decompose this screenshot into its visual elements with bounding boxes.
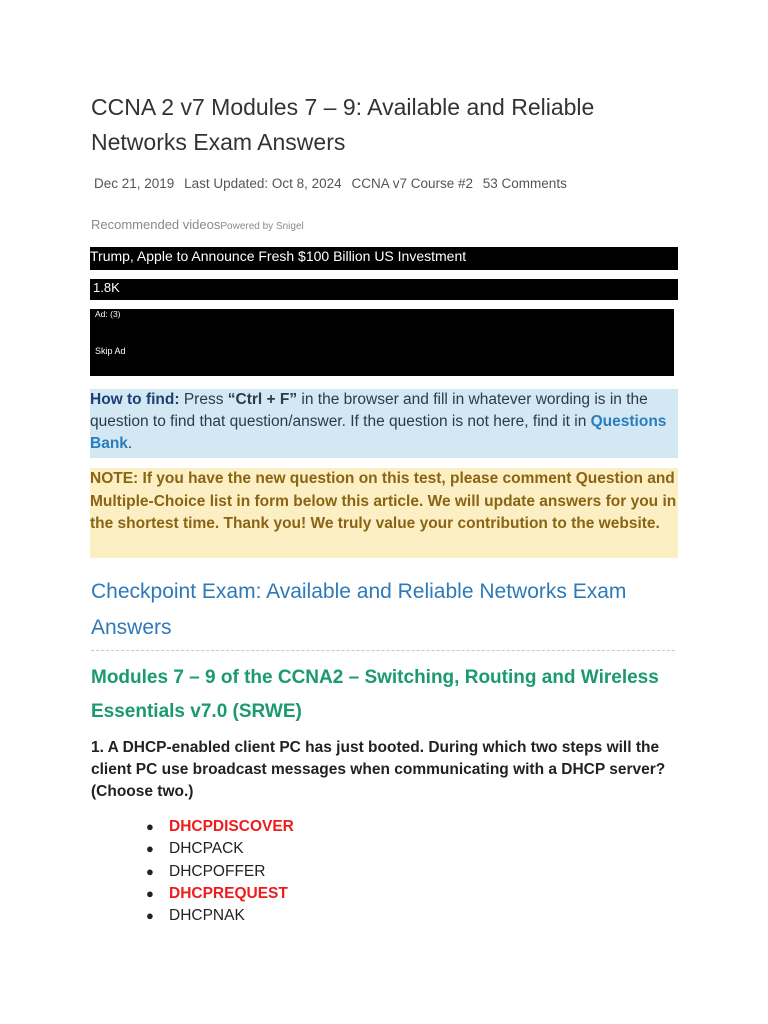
note-box: NOTE: If you have the new question on this test, please comment Question and Multiple-Choice list in form below this article. We will update answers for you in the shortest time. Thank you! We truly value your contribution to the website. [90,468,678,558]
bullet-icon: ● [146,863,154,879]
article-title: CCNA 2 v7 Modules 7 – 9: Available and Reliable Networks Exam Answers [91,94,595,155]
answer-label: DHCPACK [169,840,244,858]
video-views-bar [90,279,678,300]
how-to-press: Press [179,391,228,408]
question-text: 1. A DHCP-enabled client PC has just booted. During which two steps will the client PC use broadcast messages when communicating with a DHCP server? (Choose two.) [91,739,666,800]
recommended-videos-header [91,217,304,232]
section-subheading: Modules 7 – 9 of the CCNA2 – Switching, Routing and Wireless Essentials v7.0 (SRWE) [91,667,659,722]
bullet-icon: ● [146,885,154,901]
how-to-find-lead: How to find: [90,391,180,408]
answer-option [146,883,294,905]
how-to-end: . [127,435,133,452]
section-divider [91,650,675,651]
answer-option [146,861,294,883]
article-meta [94,176,573,191]
questions-bank-link[interactable]: Questions Bank [90,413,667,452]
ad-counter: Ad: (3) [95,309,121,319]
how-to-rest: in the browser and fill in whatever wording is in the question to find that question/answer. If the question is not here, find it in [90,391,648,430]
bullet-icon: ● [146,841,154,857]
video-views: 1.8K [93,280,120,295]
recommended-label: Recommended videos [91,217,221,232]
video-headline-bar[interactable] [90,247,678,270]
how-to-find-box [90,389,678,458]
answer-label: DHCPOFFER [169,862,266,880]
answer-option [146,838,294,860]
answer-list [146,816,294,927]
answer-label: DHCPREQUEST [169,884,288,902]
bullet-icon: ● [146,819,154,834]
post-date: Dec 21, 2019 [94,176,175,191]
last-updated: Last Updated: Oct 8, 2024 [184,176,342,191]
video-headline[interactable]: Trump, Apple to Announce Fresh $100 Billion US Investment [90,248,467,264]
video-player[interactable] [90,309,674,376]
section-heading: Checkpoint Exam: Available and Reliable Networks Exam Answers [91,580,627,639]
answer-label: DHCPNAK [169,907,245,925]
bullet-icon: ● [146,908,154,924]
answer-label: DHCPDISCOVER [169,818,294,835]
skip-ad-button[interactable]: Skip Ad [95,346,126,356]
powered-by[interactable]: Powered by Snigel [220,221,304,232]
answer-option [146,816,294,838]
comments-link[interactable]: 53 Comments [482,176,567,191]
category-link[interactable]: CCNA v7 Course #2 [351,176,474,191]
answer-option [146,905,294,927]
shortcut-keys: “Ctrl + F” [227,391,298,408]
